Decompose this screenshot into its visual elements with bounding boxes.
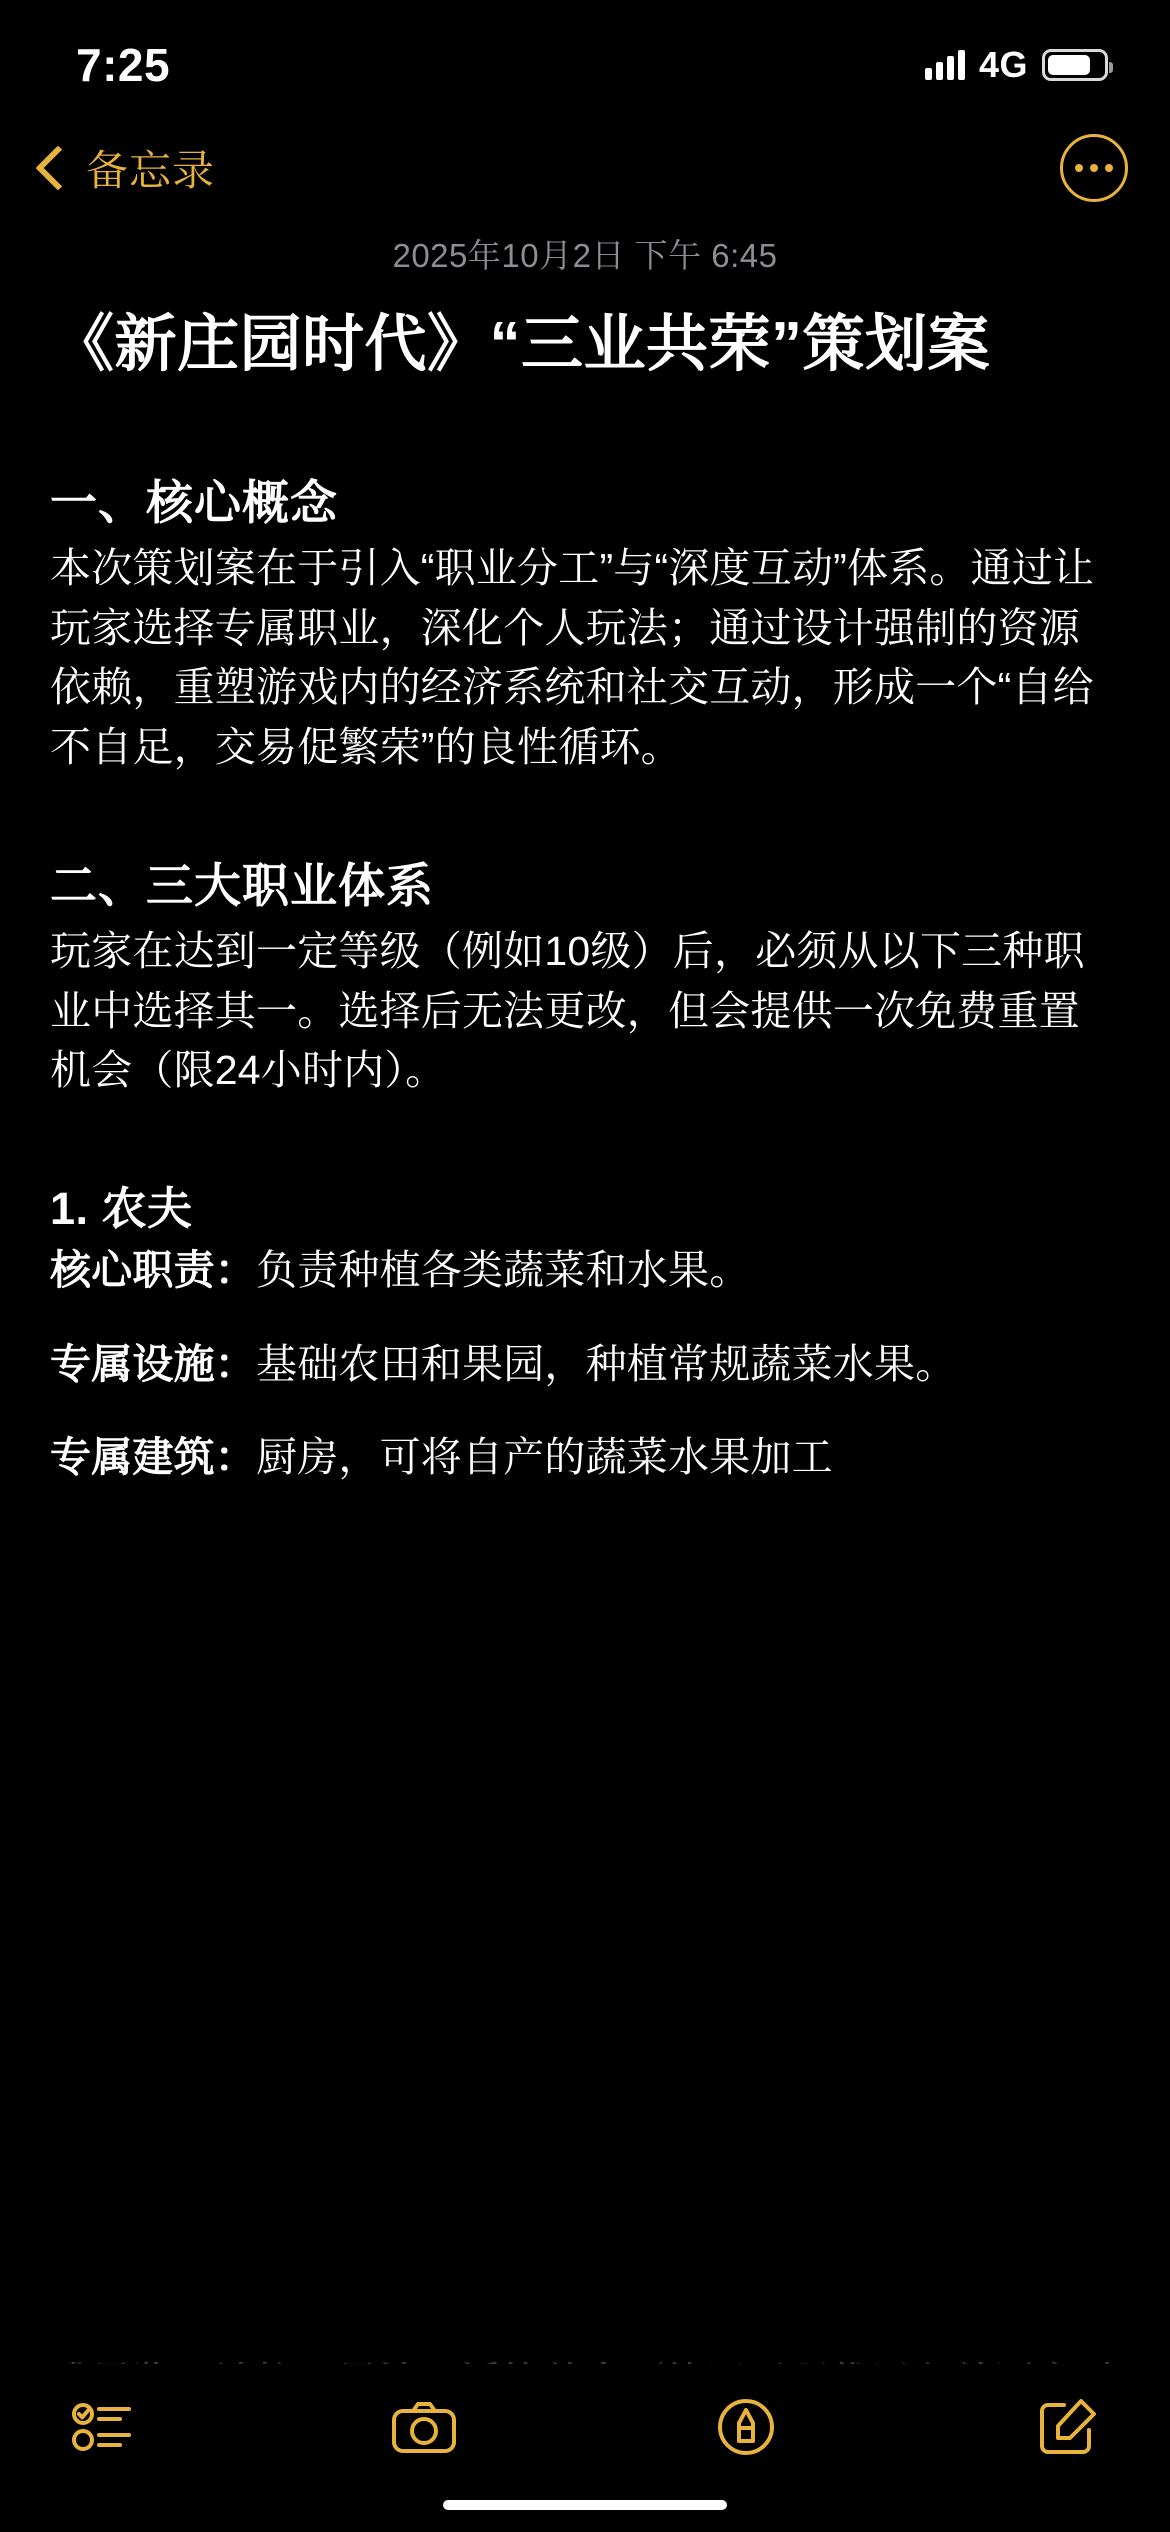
home-indicator[interactable] bbox=[443, 2500, 727, 2510]
ellipsis-dot bbox=[1090, 164, 1098, 172]
farmer-facility-text: 基础农田和果园，种植常规蔬菜水果。 bbox=[256, 1340, 957, 1387]
note-content[interactable] bbox=[0, 230, 1170, 1488]
note-title: 《新庄园时代》“三业共荣”策划案 bbox=[52, 310, 991, 379]
farmer-duty-line bbox=[46, 1241, 1124, 1300]
status-time: 7:25 bbox=[76, 39, 171, 91]
section-body-core-concept: 本次策划案在于引入“职业分工”与“深度互动”体系。通过让玩家选择专属职业，深化个人玩法；通过设计强制的资源依赖，重塑游戏内的经济系统和社交互动，形成一个“自给不自足，交易促繁荣”的良性循环。 bbox=[50, 545, 1095, 770]
status-bar bbox=[0, 0, 1170, 120]
note-date: 2025年10月2日 下午 6:45 bbox=[392, 237, 778, 274]
more-options-button[interactable] bbox=[1060, 134, 1128, 202]
navigation-bar bbox=[0, 120, 1170, 216]
farmer-facility-line bbox=[46, 1335, 1124, 1394]
battery-icon bbox=[1042, 49, 1108, 81]
network-type-label: 4G bbox=[978, 44, 1028, 85]
chevron-left-icon bbox=[35, 145, 80, 190]
section-heading-profession-system: 二、三大职业体系 bbox=[50, 859, 434, 913]
farmer-building-lead: 专属建筑： bbox=[50, 1434, 256, 1481]
farmer-facility-lead: 专属设施： bbox=[50, 1340, 256, 1387]
checklist-icon[interactable] bbox=[56, 2386, 148, 2468]
markup-pen-icon[interactable] bbox=[700, 2386, 792, 2468]
ellipsis-dot bbox=[1105, 164, 1113, 172]
compose-icon[interactable] bbox=[1022, 2386, 1114, 2468]
farmer-duty-lead: 核心职责： bbox=[50, 1247, 256, 1294]
signal-bars-icon bbox=[925, 50, 965, 80]
section-body-profession-system: 玩家在达到一定等级（例如10级）后，必须从以下三种职业中选择其一。选择后无法更改，但会提供一次免费重置机会（限24小时内）。 bbox=[50, 928, 1085, 1093]
camera-icon[interactable] bbox=[378, 2386, 470, 2468]
ellipsis-dot bbox=[1075, 164, 1083, 172]
section-heading-core-concept: 一、核心概念 bbox=[50, 476, 338, 530]
back-button[interactable] bbox=[32, 138, 215, 198]
back-button-label: 备忘录 bbox=[86, 147, 216, 194]
subsection-heading-farmer: 1. 农夫 bbox=[50, 1183, 193, 1235]
status-indicators bbox=[925, 44, 1108, 86]
farmer-building-line bbox=[46, 1428, 1124, 1487]
farmer-building-text: 厨房，可将自产的蔬菜水果加工 bbox=[256, 1434, 833, 1481]
farmer-duty-text: 负责种植各类蔬菜和水果。 bbox=[256, 1247, 751, 1294]
